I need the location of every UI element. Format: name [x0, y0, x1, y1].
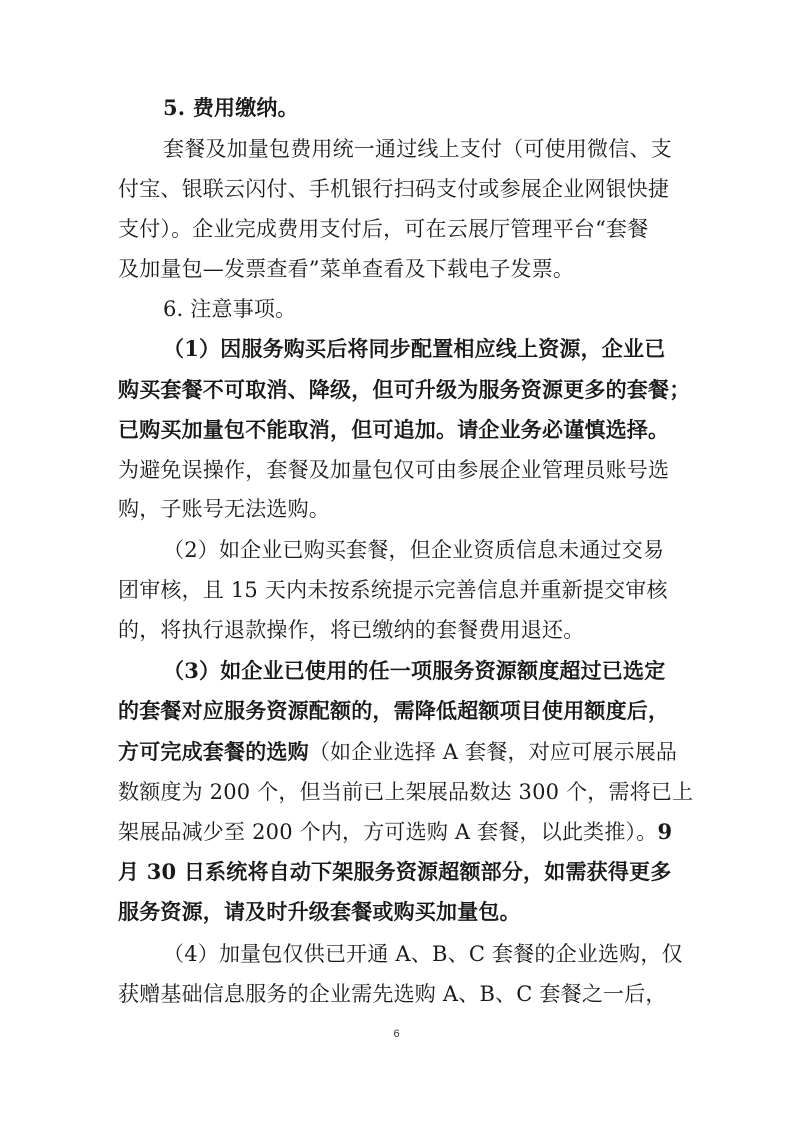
text-line — [118, 778, 693, 806]
text-segment: 的，将执行退款操作，将已缴纳的套餐费用退还。 — [118, 618, 585, 642]
bold-text-segment: （3）如企业已使用的任一项服务资源额度超过已选定 — [163, 658, 666, 683]
text-line — [118, 980, 667, 1008]
text-line — [118, 495, 330, 523]
text-line — [118, 376, 690, 404]
text-segment: 获赠基础信息服务的企业需先选购 A、B、C 套餐之一后， — [118, 982, 667, 1006]
text-line — [163, 295, 296, 323]
text-segment: 及加量包—发票查看”菜单查看及下载电子发票。 — [118, 257, 575, 281]
text-segment: （如企业选择 A 套餐，对应可展示展品 — [308, 740, 678, 764]
text-line — [163, 536, 664, 564]
text-line — [118, 818, 672, 846]
text-line — [118, 697, 669, 725]
text-line — [118, 215, 648, 243]
bold-text-segment: 已购买加量包不能取消，但可追加。请企业务必谨慎选择。 — [118, 417, 670, 442]
bold-text-segment: 月 30 日系统将自动下架服务资源超额部分，如需获得更多 — [118, 859, 672, 884]
bold-text-segment: 5. 费用缴纳。 — [163, 95, 299, 120]
bold-text-segment: 方可完成套餐的选购 — [118, 739, 309, 764]
bold-text-segment: 9 — [657, 819, 673, 844]
text-segment: 架展品减少至 200 个内，方可选购 A 套餐，以此类推）。 — [118, 820, 658, 844]
text-segment: 购，子账号无法选购。 — [118, 497, 330, 521]
text-line — [118, 858, 671, 886]
text-line — [118, 738, 677, 766]
text-segment: 套餐及加量包费用统一通过线上支付（可使用微信、支 — [163, 137, 672, 161]
text-segment: 团审核，且 15 天内未按系统提示完善信息并重新提交审核 — [118, 578, 668, 602]
text-line — [163, 657, 665, 685]
text-segment: （2）如企业已购买套餐，但企业资质信息未通过交易 — [163, 538, 665, 562]
page-number: 6 — [393, 1028, 400, 1040]
bold-text-segment: 服务资源，请及时升级套餐或购买加量包。 — [118, 899, 521, 924]
text-line — [163, 335, 665, 363]
text-line — [118, 898, 521, 926]
bold-text-segment: （1）因服务购买后将同步配置相应线上资源，企业已 — [163, 336, 666, 361]
text-line — [118, 255, 574, 283]
text-line — [118, 175, 669, 203]
text-segment: 6. 注意事项。 — [163, 297, 297, 321]
text-line — [163, 94, 299, 122]
text-segment: 数额度为 200 个，但当前已上架展品数达 300 个，需将已上 — [118, 780, 694, 804]
text-segment: （4）加量包仅供已开通 A、B、C 套餐的企业选购，仅 — [163, 942, 683, 966]
text-line — [118, 416, 669, 444]
text-line — [118, 456, 669, 484]
text-segment: 付宝、银联云闪付、手机银行扫码支付或参展企业网银快捷 — [118, 177, 670, 201]
text-line — [118, 576, 668, 604]
bold-text-segment: 的套餐对应服务资源配额的，需降低超额项目使用额度后， — [118, 698, 670, 723]
bold-text-segment: 购买套餐不可取消、降级，但可升级为服务资源更多的套餐； — [118, 377, 691, 402]
text-segment: 支付）。企业完成费用支付后，可在云展厅管理平台“套餐 — [118, 217, 649, 241]
text-line — [163, 940, 683, 968]
text-line — [163, 135, 672, 163]
text-segment: 为避免误操作，套餐及加量包仅可由参展企业管理员账号选 — [118, 458, 670, 482]
text-line — [118, 616, 584, 644]
